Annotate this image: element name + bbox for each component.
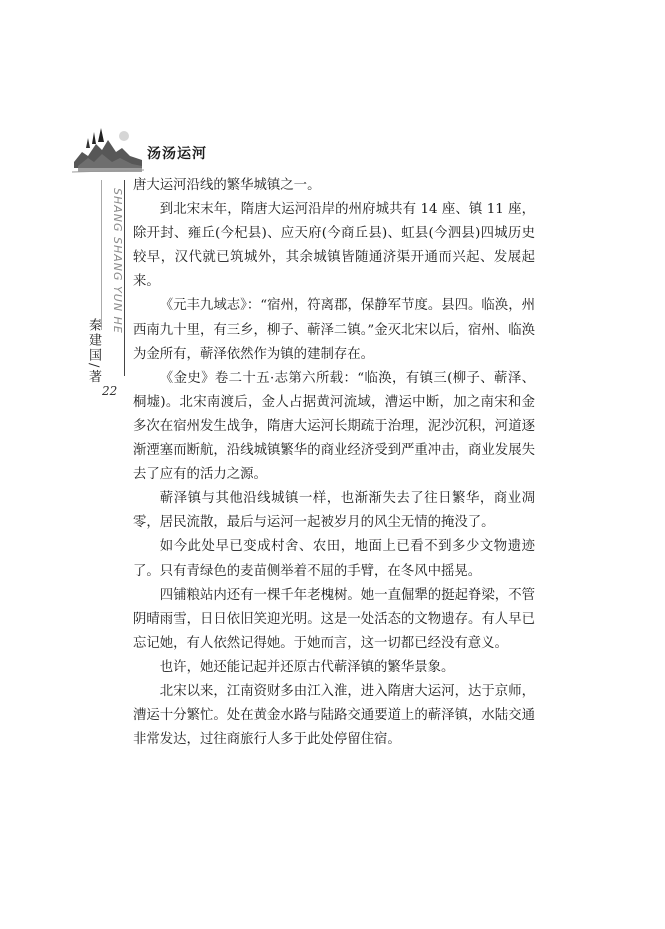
ink-landscape-header-art	[72, 122, 144, 176]
paragraph: 《元丰九域志》：“宿州，符离郡，保静军节度。县四。临涣，州西南九十里，有三乡，柳子、蕲泽二镇。”金灭北宋以后，宿州、临涣为金所有，蕲泽依然作为镇的建制存在。	[133, 298, 535, 362]
sidebar-english-title: SHANG SHANG YUN HE	[111, 188, 124, 334]
page-number: 22	[102, 384, 118, 398]
paragraph: 到北宋末年，隋唐大运河沿岸的州府城共有 14 座、镇 11 座，除开封、雍丘(今杞县)、应天府(今商丘县)、虹县(今泗县)四城历史较早，汉代就已筑城外，其余城镇皆随通济渠开通而兴起、发展起来。	[133, 202, 535, 290]
running-header-title: 汤汤运河	[147, 146, 207, 162]
paragraph: 《金史》卷二十五·志第六所载：“临涣，有镇三(柳子、蕲泽、桐墟)。北宋南渡后，金人占据黄河流域，漕运中断，加之南宋和金多次在宿州发生战争，隋唐大运河长期疏于治理，泥沙沉积，河道逐渐湮塞而断航，沿线城镇繁华的商业经济受到严重冲击，商业发展失去了应有的活力之源。	[133, 370, 535, 483]
body-text	[133, 174, 535, 752]
paragraph: 四铺粮站内还有一棵千年老槐树。她一直倔犟的挺起脊梁，不管阴晴雨雪，日日依旧笑迎光明。这是一处活态的文物遗存。有人早已忘记她，有人依然记得她。于她而言，这一切都已经没有意义。	[133, 587, 535, 651]
sidebar-rule-outer	[101, 180, 102, 330]
paragraph: 北宋以来，江南资财多由江入淮，进入隋唐大运河，达于京师，漕运十分繁忙。处在黄金水路与陆路交通要道上的蕲泽镇，水陆交通非常发达，过往商旅行人多于此处停留住宿。	[133, 683, 535, 748]
paragraph: 唐大运河沿线的繁华城镇之一。	[133, 178, 321, 193]
paragraph: 也许，她还能记起并还原古代蕲泽镇的繁华景象。	[159, 659, 455, 675]
sidebar-author: 秦建国/著	[86, 318, 101, 385]
paragraph: 蕲泽镇与其他沿线城镇一样，也渐渐失去了往日繁华，商业凋零，居民流散，最后与运河一起被岁月的风尘无情的掩没了。	[133, 491, 535, 531]
sidebar-rule-inner	[124, 180, 125, 376]
paragraph: 如今此处早已变成村舍、农田，地面上已看不到多少文物遗迹了。只有青绿色的麦苗侧举着不屈的手臂，在冬风中摇晃。	[133, 539, 535, 579]
